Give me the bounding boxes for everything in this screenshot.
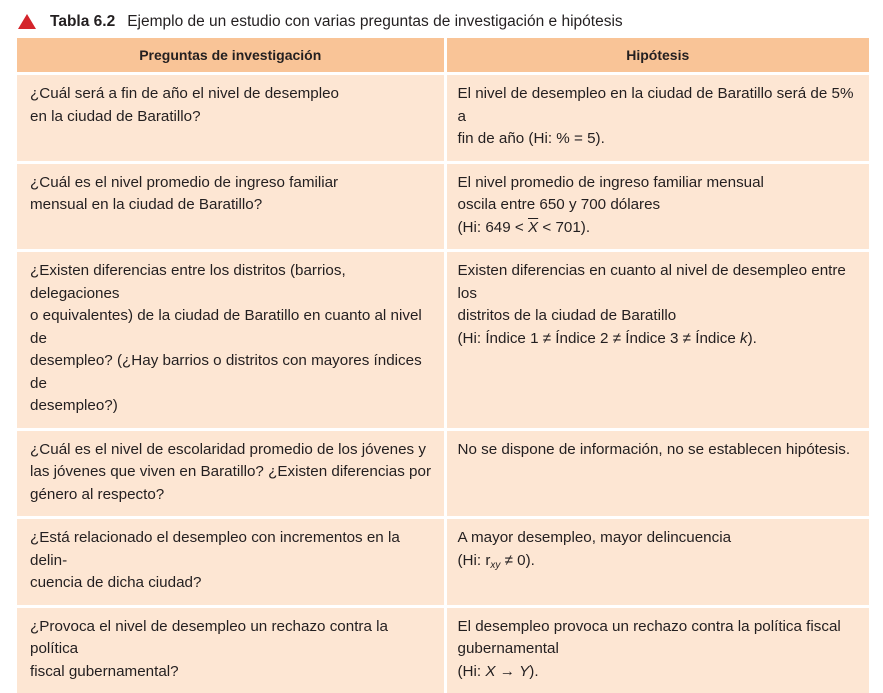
table-row [17, 74, 869, 163]
formula-part: ). [529, 662, 539, 680]
hypothesis-formula [458, 328, 860, 351]
hypothesis-text: El nivel promedio de ingreso familiar mensual [457, 173, 764, 191]
hypothesis-formula [458, 550, 860, 578]
hypothesis-text: Existen diferencias en cuanto al nivel de desempleo entre los [457, 262, 846, 302]
header-questions: Preguntas de investigación [17, 38, 445, 74]
hypothesis-formula [458, 661, 860, 684]
formula-mean-variable: $\overline{X}$ [528, 218, 539, 236]
question-cell: ¿Provoca el nivel de desempleo un rechazo contra la política fiscal gubernamental? [17, 606, 445, 693]
formula-variable: X [485, 662, 496, 680]
formula-part: (Hi: 649 < [457, 218, 528, 236]
table-row [17, 429, 869, 518]
question-cell: ¿Cuál es el nivel promedio de ingreso familiar mensual en la ciudad de Baratillo? [17, 162, 445, 251]
formula-arrow: → [495, 662, 520, 680]
header-row [17, 38, 869, 74]
formula-part: ). [747, 329, 757, 347]
formula-variable: Y [519, 662, 530, 680]
question-cell: ¿Está relacionado el desempleo con incrementos en la delin- cuencia de dicha ciudad? [17, 518, 445, 607]
hypothesis-formula [458, 217, 860, 240]
formula-variable: k [740, 329, 748, 347]
hypothesis-cell [445, 162, 869, 251]
hypothesis-text: oscila entre 650 y 700 dólares [457, 196, 661, 213]
formula-subscript: xy [490, 559, 501, 571]
hypothesis-text: gubernamental [457, 640, 559, 657]
hypothesis-cell [445, 518, 869, 607]
questions-hypotheses-table [17, 38, 869, 693]
hypothesis-cell [445, 251, 869, 430]
table-row [17, 606, 869, 693]
table-row [17, 518, 869, 607]
formula-part: (Hi: Índice 1 ≠ Índice 2 ≠ Índice 3 ≠ Índice [457, 329, 740, 347]
table-row [17, 251, 869, 430]
header-hypotheses: Hipótesis [445, 38, 869, 74]
formula-part: < 701). [538, 218, 591, 236]
hypothesis-text: El desempleo provoca un rechazo contra la política fiscal [457, 617, 841, 635]
formula-part: (Hi: [457, 662, 486, 680]
triangle-marker-icon [18, 14, 36, 29]
hypothesis-text: A mayor desempleo, mayor delincuencia [457, 529, 732, 546]
question-cell: ¿Existen diferencias entre los distritos (barrios, delegaciones o equivalentes) de la ciudad de Baratillo en cuanto al nivel de desempleo? (¿Hay barrios o distritos con mayores índices de desempleo?) [17, 251, 445, 430]
hypothesis-text: distritos de la ciudad de Baratillo [457, 307, 677, 324]
table-title: Ejemplo de un estudio con varias preguntas de investigación e hipótesis [127, 13, 623, 30]
formula-part: (Hi: r [457, 551, 491, 569]
table-number: Tabla 6.2 [50, 13, 116, 30]
question-cell: ¿Cuál es el nivel de escolaridad promedio de los jóvenes y las jóvenes que viven en Baratillo? ¿Existen diferencias por género al respecto? [17, 429, 445, 518]
table-row [17, 162, 869, 251]
hypothesis-cell: No se dispone de información, no se establecen hipótesis. [445, 429, 869, 518]
hypothesis-cell: El nivel de desempleo en la ciudad de Baratillo será de 5% a fin de año (Hi: % = 5). [445, 74, 869, 163]
table-caption [18, 10, 623, 34]
formula-part: ≠ 0). [500, 551, 535, 569]
question-cell: ¿Cuál será a fin de año el nivel de desempleo en la ciudad de Baratillo? [17, 74, 445, 163]
hypothesis-cell [445, 606, 869, 693]
